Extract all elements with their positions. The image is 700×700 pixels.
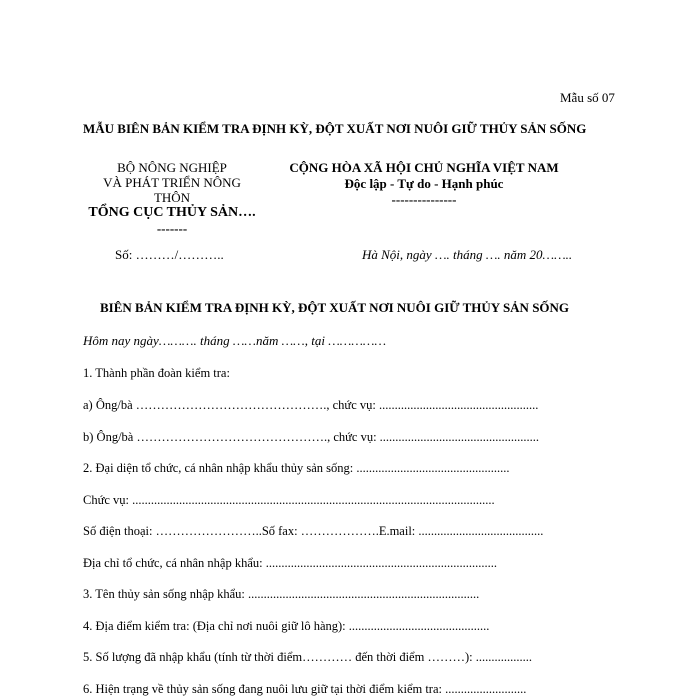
today-line: Hôm nay ngày………. tháng ……năm ……, tại …………… [83,333,386,348]
document-number: Số: ………/……….. [115,247,224,262]
form-field-line: Địa chỉ tổ chức, cá nhân nhập khẩu: .......................................................................... [83,556,498,570]
form-field-line: Số điện thoại: ……………………..Số fax: ……………….E.mail: ........................................ [83,524,544,538]
country-name: CỘNG HÒA XÃ HỘI CHỦ NGHĨA VIỆT NAM [289,160,559,175]
left-header [72,160,272,236]
left-header-divider: ------- [156,221,188,236]
report-title: BIÊN BẢN KIỂM TRA ĐỊNH KỲ, ĐỘT XUẤT NƠI NUÔI GIỮ THỦY SẢN SỐNG [100,300,570,315]
form-field-line: 5. Số lượng đã nhập khẩu (tính từ thời điểm………… đến thời điểm ………): .................. [83,650,532,664]
form-field-line: 2. Đại diện tổ chức, cá nhân nhập khẩu thủy sản sống: ................................................. [83,461,510,475]
form-field-line: 1. Thành phần đoàn kiểm tra: [83,366,230,380]
place-date: Hà Nội, ngày …. tháng …. năm 20…….. [362,247,573,262]
ministry-line-3: THÔN [153,190,191,205]
ministry-line-2: VÀ PHÁT TRIỂN NÔNG [103,175,241,190]
form-field-line: a) Ông/bà ………………………………………., chức vụ: ................................................... [83,398,539,412]
form-code: Mẫu số 07 [560,90,615,105]
right-header-divider: --------------- [391,192,457,207]
ministry-line-1: BỘ NÔNG NGHIỆP [117,160,227,175]
form-field-line: b) Ông/bà ………………………………………., chức vụ: ................................................... [83,430,540,444]
form-field-line: 3. Tên thủy sản sống nhập khẩu: .......................................................................... [83,587,480,601]
document-title: MẪU BIÊN BẢN KIỂM TRA ĐỊNH KỲ, ĐỘT XUẤT NƠI NUÔI GIỮ THỦY SẢN SỐNG [83,121,587,136]
motto: Độc lập - Tự do - Hạnh phúc [344,176,504,191]
right-header [268,160,580,208]
form-field-line: 4. Địa điểm kiểm tra: (Địa chỉ nơi nuôi giữ lô hàng): ............................................. [83,619,490,633]
form-field-line: 6. Hiện trạng về thủy sản sống đang nuôi lưu giữ tại thời điểm kiểm tra: .......................... [83,682,527,696]
form-field-line: Chức vụ: .................................................................................................................... [83,493,495,507]
agency-name: TỔNG CỤC THỦY SẢN…. [88,205,256,220]
